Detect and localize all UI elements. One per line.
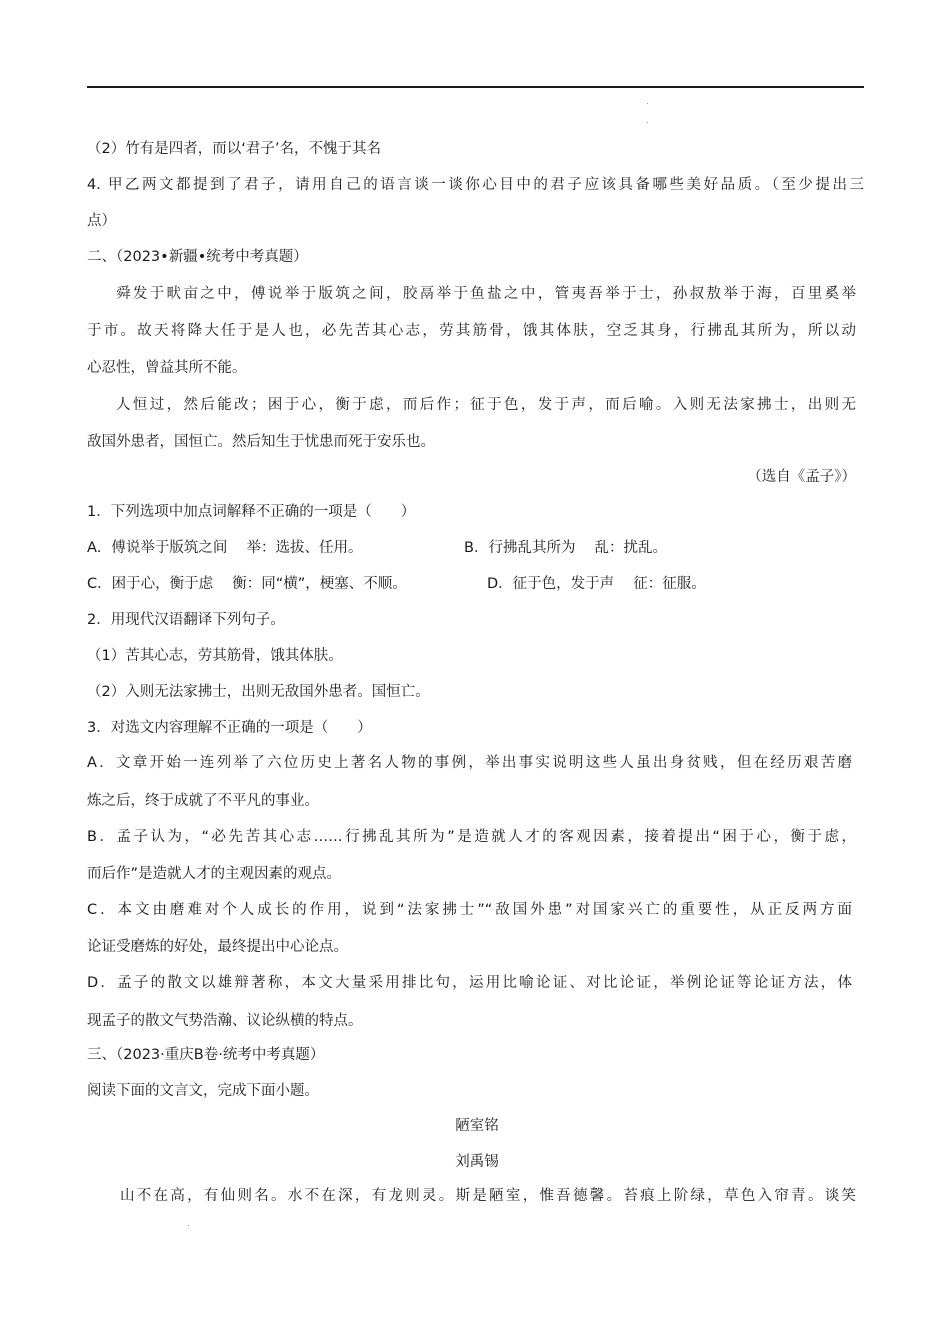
passage-line: 心忍性，曾益其所不能。 [87,360,247,376]
option-b: B．行拂乱其所为 乱：扰乱。 [464,540,668,556]
question-3: 3．对选文内容理解不正确的一项是（ ） [87,720,372,736]
section-3-instruction: 阅读下面的文言文，完成下面小题。 [87,1083,319,1099]
question-2-item-1: （1）苦其心志，劳其筋骨，饿其体肤。 [87,648,343,664]
option-a: A．傅说举于版筑之间 举：选拔、任用。 [87,540,363,556]
question-4-cont: 点） [87,213,116,229]
passage-line: 于市。故天将降大任于是人也，必先苦其心志，劳其筋骨，饿其体肤，空乏其身，行拂乱其所为，所以动 [87,323,856,339]
poem-line: 山不在高，有仙则名。水不在深，有龙则灵。斯是陋室，惟吾德馨。苔痕上阶绿，草色入帘青。谈笑 [120,1188,856,1204]
question-3-option-c-cont: 论证受磨炼的好处，最终提出中心论点。 [87,939,348,955]
scan-dot [647,103,648,104]
question-3-option-b: B．孟子认为，“必先苦其心志……行拂乱其所为”是造就人才的客观因素，接着提出“困于心，衡于虑， [87,829,856,845]
question-3-option-a-cont: 炼之后，终于成就了不平凡的事业。 [87,793,319,809]
question-3-option-a: A．文章开始一连列举了六位历史上著名人物的事例，举出事实说明这些人虽出身贫贱，但在经历艰苦磨 [87,755,852,771]
header-rule [87,86,864,88]
passage-source: （选自《孟子》） [747,469,856,485]
question-1: 1．下列选项中加点词解释不正确的一项是（ ） [87,504,416,520]
section-3-heading: 三、（2023·重庆B卷·统考中考真题） [87,1047,325,1063]
question-3-option-d: D．孟子的散文以雄辩著称，本文大量采用排比句，运用比喻论证、对比论证，举例论证等论证方法，体 [87,975,852,991]
question-2: 2．用现代汉语翻译下列句子。 [87,612,285,628]
passage-line: 敌国外患者，国恒亡。然后知生于忧患而死于安乐也。 [87,434,435,450]
passage-line: 人恒过，然后能改；困于心，衡于虑，而后作；征于色，发于声，而后喻。入则无法家拂士，出则无 [116,397,856,413]
scan-dot [188,1225,189,1226]
option-d: D．征于色，发于声 征：征服。 [487,576,706,592]
question-4: 4. 甲乙两文都提到了君子，请用自己的语言谈一谈你心目中的君子应该具备哪些美好品质。（至少提出三 [87,177,864,193]
scan-dot [647,122,648,123]
answer-line-2: （2）竹有是四者，而以‘君子’名，不愧于其名 [87,141,381,157]
question-3-option-b-cont: 而后作”是造就人才的主观因素的观点。 [87,866,342,882]
question-3-option-d-cont: 现孟子的散文气势浩瀚、议论纵横的特点。 [87,1013,363,1029]
question-3-option-c: C．本文由磨难对个人成长的作用，说到“法家拂士”“敌国外患”对国家兴亡的重要性，从正反两方面 [87,902,852,918]
section-2-heading: 二、（2023•新疆•统考中考真题） [87,249,308,265]
question-2-item-2: （2）入则无法家拂士，出则无敌国外患者。国恒亡。 [87,684,430,700]
option-c: C．困于心，衡于虑 衡：同“横”，梗塞、不顺。 [87,576,407,592]
poem-title: 陋室铭 [455,1118,499,1134]
passage-line: 舜发于畎亩之中，傅说举于版筑之间，胶鬲举于鱼盐之中，管夷吾举于士，孙叔敖举于海，百里奚举 [116,286,856,302]
poem-author: 刘禹锡 [455,1154,499,1170]
